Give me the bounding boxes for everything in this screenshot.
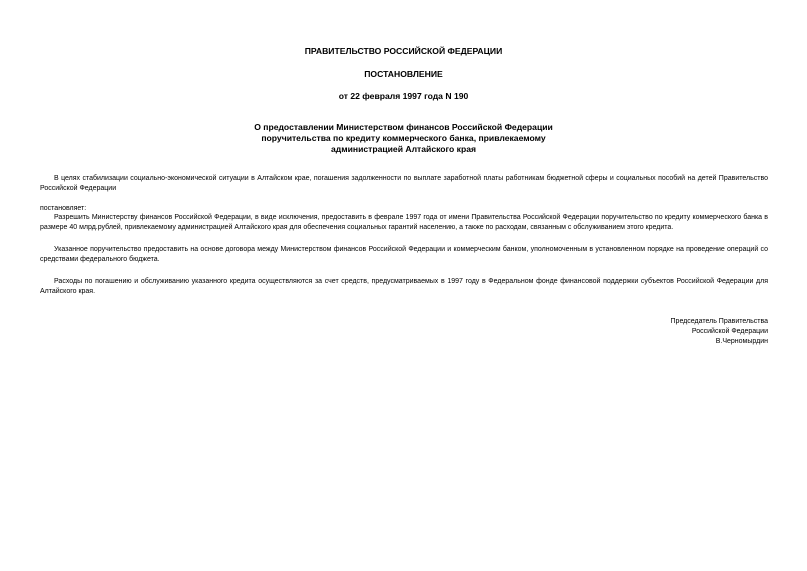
resolution-paragraph-1: Разрешить Министерству финансов Российской Федерации, в виде исключения, предоставить в феврале 1997 года от имени Правительства Российской Федерации поручительство по кредиту коммерческого банка в размере 40 млрд.рублей, привлекаемому администрацией Алтайского края для обеспечения социальных гарантий населению, а также по расходам, связанным с обслуживанием этого кредита. — [40, 214, 768, 231]
signatory-name: В.Черномырдин — [715, 338, 768, 345]
resolution-paragraph-2: Указанное поручительство предоставить на основе договора между Министерством финансов Российской Федерации и коммерческим банком, уполномоченным в установленном порядке на проведение операций со средствами федерального бюджета. — [40, 246, 768, 263]
document-date-number: от 22 февраля 1997 года N 190 — [338, 91, 469, 101]
title-line-1: О предоставлении Министерством финансов Российской Федерации — [254, 122, 553, 132]
resolution-paragraph-3: Расходы по погашению и обслуживанию указанного кредита осуществляются за счет средств, предусматриваемых в 1997 году в Федеральном фонде финансовой поддержки субъектов Российской Федерации для Алтайского края. — [40, 278, 768, 295]
title-line-3: администрацией Алтайского края — [331, 144, 476, 154]
preamble-paragraph: В целях стабилизации социально-экономической ситуации в Алтайском крае, погашения задолженности по выплате заработной платы работникам бюджетной сферы и социальных пособий на детей Правительство Российской Федерации — [40, 175, 768, 192]
signature-block — [671, 317, 768, 347]
document-type: ПОСТАНОВЛЕНИЕ — [364, 69, 443, 79]
title-line-2: поручительства по кредиту коммерческого банка, привлекаемому — [261, 133, 546, 143]
signatory-position-line-2: Российской Федерации — [691, 328, 768, 335]
government-heading: ПРАВИТЕЛЬСТВО РОССИЙСКОЙ ФЕДЕРАЦИИ — [304, 46, 503, 56]
resolves-line: постановляет: — [40, 205, 87, 212]
signatory-position-line-1: Председатель Правительства — [670, 318, 768, 325]
